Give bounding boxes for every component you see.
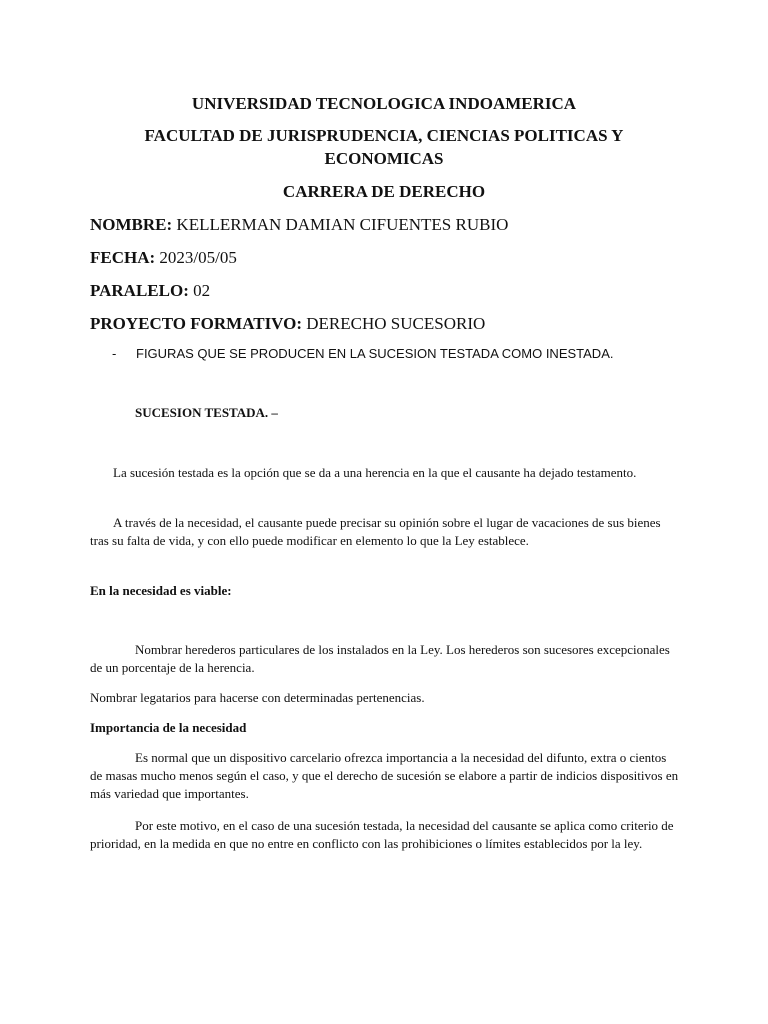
paragraph-6 <box>90 817 680 853</box>
career-title: CARRERA DE DERECHO <box>282 182 486 201</box>
faculty-title-line1: FACULTAD DE JURISPRUDENCIA, CIENCIAS POLITICAS Y <box>144 126 624 145</box>
paragraph-2 <box>90 514 680 550</box>
paragraph-6-text: Por este motivo, en el caso de una sucesión testada, la necesidad del causante se aplica como criterio de prioridad, en la medida en que no entre en conflicto con las prohibiciones o límites establecidos por la ley. <box>90 818 674 851</box>
paragraph-4: Nombrar legatarios para hacerse con determinadas pertenencias. <box>90 690 425 705</box>
paralelo-field <box>90 280 690 302</box>
paragraph-3-text: Nombrar herederos particulares de los instalados en la Ley. Los herederos son sucesores excepcionales de un porcentaje de la herencia. <box>90 642 670 675</box>
paragraph-5-text: Es normal que un dispositivo carcelario ofrezca importancia a la necesidad del difunto, extra o cientos de masas mucho menos según el caso, y que el derecho de sucesión se elabore a partir de indicios dispositivos en más variedad que importantes. <box>90 750 679 801</box>
paragraph-5 <box>90 749 680 803</box>
heading-importancia: Importancia de la necesidad <box>90 720 247 735</box>
nombre-label: NOMBRE: <box>90 215 173 234</box>
faculty-title-line2: ECONOMICAS <box>324 149 444 168</box>
paragraph-3 <box>90 641 680 677</box>
university-title: UNIVERSIDAD TECNOLOGICA INDOAMERICA <box>191 94 577 113</box>
heading-viable: En la necesidad es viable: <box>90 583 232 598</box>
bullet-item: FIGURAS QUE SE PRODUCEN EN LA SUCESION TESTADA COMO INESTADA. <box>136 346 614 361</box>
section-title: SUCESION TESTADA. – <box>135 405 278 420</box>
nombre-value: KELLERMAN DAMIAN CIFUENTES RUBIO <box>172 215 509 234</box>
nombre-field <box>90 214 690 236</box>
bullet-marker: - <box>112 346 117 361</box>
proyecto-field <box>90 313 690 335</box>
proyecto-label: PROYECTO FORMATIVO: <box>90 314 303 333</box>
fecha-field <box>90 247 690 269</box>
paralelo-value: 02 <box>188 281 211 300</box>
proyecto-value: DERECHO SUCESORIO <box>302 314 486 333</box>
fecha-value: 2023/05/05 <box>155 248 237 267</box>
paragraph-2-text: A través de la necesidad, el causante puede precisar su opinión sobre el lugar de vacaciones de sus bienes tras su falta de vida, y con ello puede modificar en elemento lo que la Ley establece. <box>90 515 661 548</box>
paragraph-1 <box>90 464 680 482</box>
paralelo-label: PARALELO: <box>90 281 189 300</box>
fecha-label: FECHA: <box>90 248 156 267</box>
paragraph-1-text: La sucesión testada es la opción que se da a una herencia en la que el causante ha dejado testamento. <box>113 465 637 480</box>
